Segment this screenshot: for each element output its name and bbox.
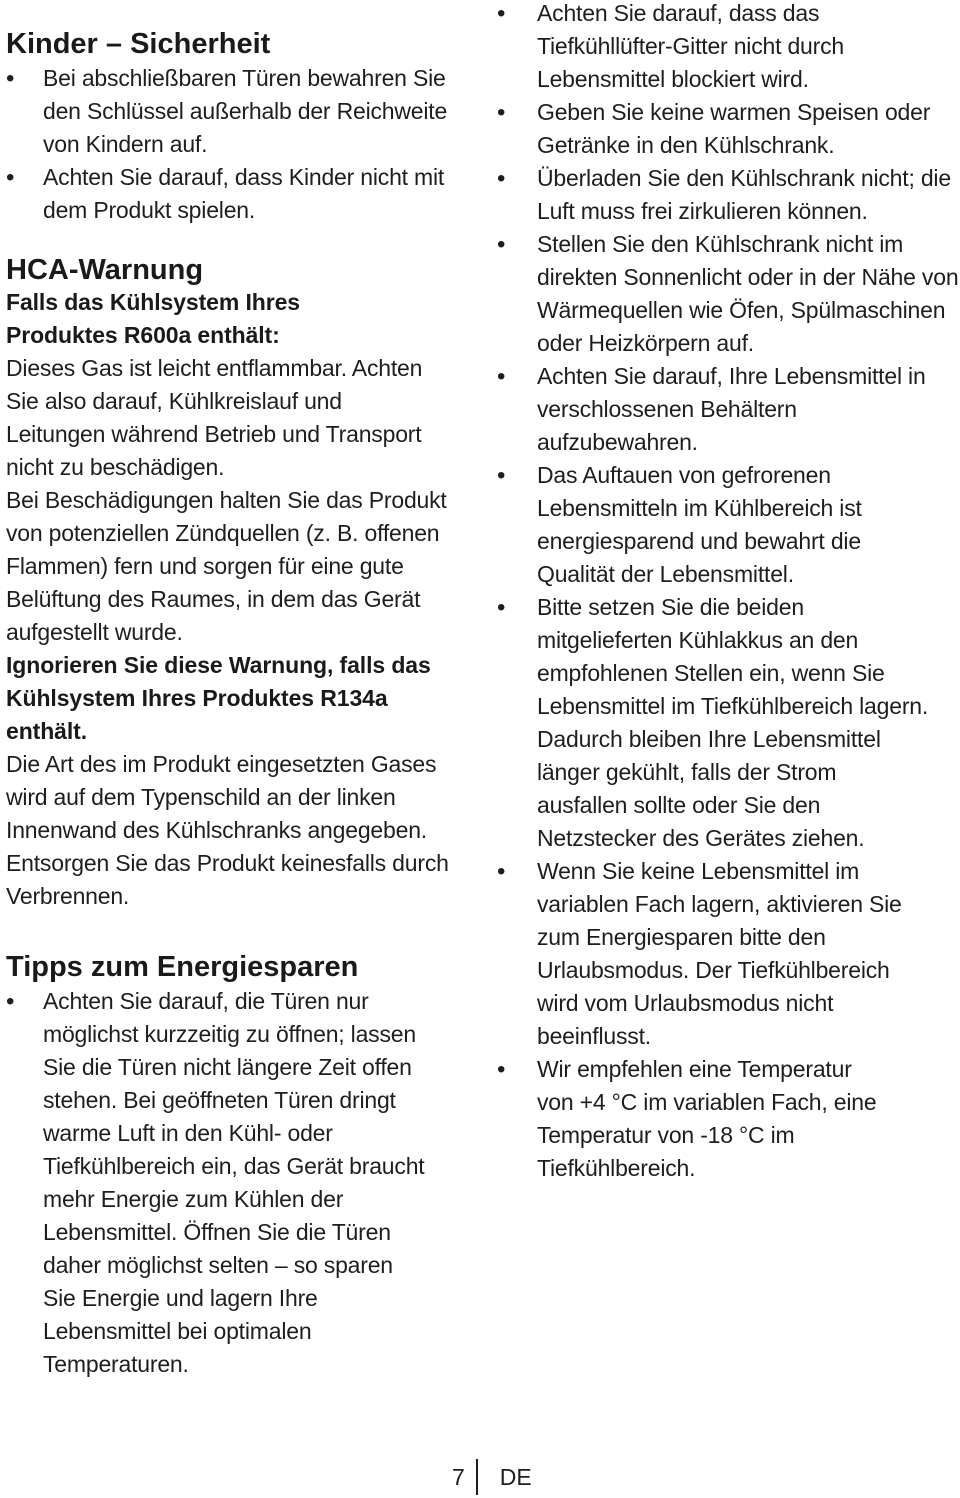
list-item: • Achten Sie darauf, Ihre Lebensmittel in verschlossenen Behältern aufzubewahren. <box>497 360 927 459</box>
hca-paragraph: Die Art des im Produkt eingesetzten Gases wird auf dem Typenschild an der linken Innenwand des Kühlschranks angegeben. <box>6 751 437 843</box>
right-column <box>497 0 957 1185</box>
hca-paragraph: Dieses Gas ist leicht entflammbar. Achten Sie also darauf, Kühlkreislauf und Leitungen während Betrieb und Transport nicht zu beschädigen. <box>6 355 423 480</box>
list-item: • Bei abschließbaren Türen bewahren Sie den Schlüssel außerhalb der Reichweite von Kindern auf. <box>6 62 453 161</box>
list-item: • Wenn Sie keine Lebensmittel im variablen Fach lagern, aktivieren Sie zum Energiesparen bitte den Urlaubsmodus. Der Tiefkühlbereich wird vom Urlaubsmodus nicht beeinflusst. <box>497 855 912 1053</box>
section-title-energy: Tipps zum Energiesparen <box>6 951 359 983</box>
page-footer <box>452 1459 532 1495</box>
page-number: 7 <box>452 1463 465 1490</box>
footer-divider <box>476 1459 478 1495</box>
list-item: • Bitte setzen Sie die beiden mitgelieferten Kühlakkus an den empfohlenen Stellen ein, wenn Sie Lebensmittel im Tiefkühlbereich lagern. <box>497 591 937 723</box>
kinder-list <box>6 62 468 227</box>
section-title-hca: HCA-Warnung <box>6 254 204 286</box>
energy-tips-list <box>497 0 957 723</box>
list-item: • Das Auftauen von gefrorenen Lebensmitteln im Kühlbereich ist energiesparend und bewahrt die Qualität der Lebensmittel. <box>497 459 917 591</box>
list-item-continuation: Dadurch bleiben Ihre Lebensmittel länger gekühlt, falls der Strom ausfallen sollte oder Sie den Netzstecker des Gerätes ziehen. <box>537 726 881 851</box>
list-item: • Stellen Sie den Kühlschrank nicht im direkten Sonnenlicht oder in der Nähe von Wärmequellen wie Öfen, Spülmaschinen oder Heizkörpern auf. <box>497 228 960 360</box>
list-item: • Wir empfehlen eine Temperatur von +4 °C im variablen Fach, eine Temperatur von -18 °C im Tiefkühlbereich. <box>497 1053 892 1185</box>
list-item: • Überladen Sie den Kühlschrank nicht; die Luft muss frei zirkulieren können. <box>497 162 957 228</box>
hca-subheading-r134a: Ignorieren Sie diese Warnung, falls das Kühlsystem Ihres Produktes R134a enthält. <box>6 652 431 744</box>
energy-tips-list-2 <box>497 855 957 1185</box>
list-item: • Achten Sie darauf, die Türen nur möglichst kurzzeitig zu öffnen; lassen Sie die Türen nicht längere Zeit offen stehen. Bei geöffneten Türen dringt warme Luft in den Kühl- oder Tiefkühlbereich ein, das Gerät braucht mehr Energie zum Kühlen der Lebensmittel. Öffnen Sie die Türen daher möglichst selten – so sparen Sie Energie und lagern Ihre Lebensmittel bei optimalen Temperaturen. <box>6 985 425 1381</box>
section-title-kinder: Kinder – Sicherheit <box>6 28 271 60</box>
list-item: • Achten Sie darauf, dass das Tiefkühllüfter-Gitter nicht durch Lebensmittel blockiert wird. <box>497 0 907 96</box>
hca-paragraph: Entsorgen Sie das Produkt keinesfalls durch Verbrennen. <box>6 850 449 909</box>
list-item: • Geben Sie keine warmen Speisen oder Getränke in den Kühlschrank. <box>497 96 937 162</box>
left-column <box>6 0 468 1381</box>
list-item: • Achten Sie darauf, dass Kinder nicht mit dem Produkt spielen. <box>6 161 453 227</box>
language-code: DE <box>499 1463 532 1490</box>
energy-list <box>6 985 468 1381</box>
hca-paragraph: Bei Beschädigungen halten Sie das Produkt von potenziellen Zündquellen (z. B. offenen Flammen) fern und sorgen für eine gute Belüftung des Raumes, in dem das Gerät aufgestellt wurde. <box>6 487 447 645</box>
hca-subheading-r600a: Falls das Kühlsystem Ihres Produktes R600a enthält: <box>6 289 300 348</box>
